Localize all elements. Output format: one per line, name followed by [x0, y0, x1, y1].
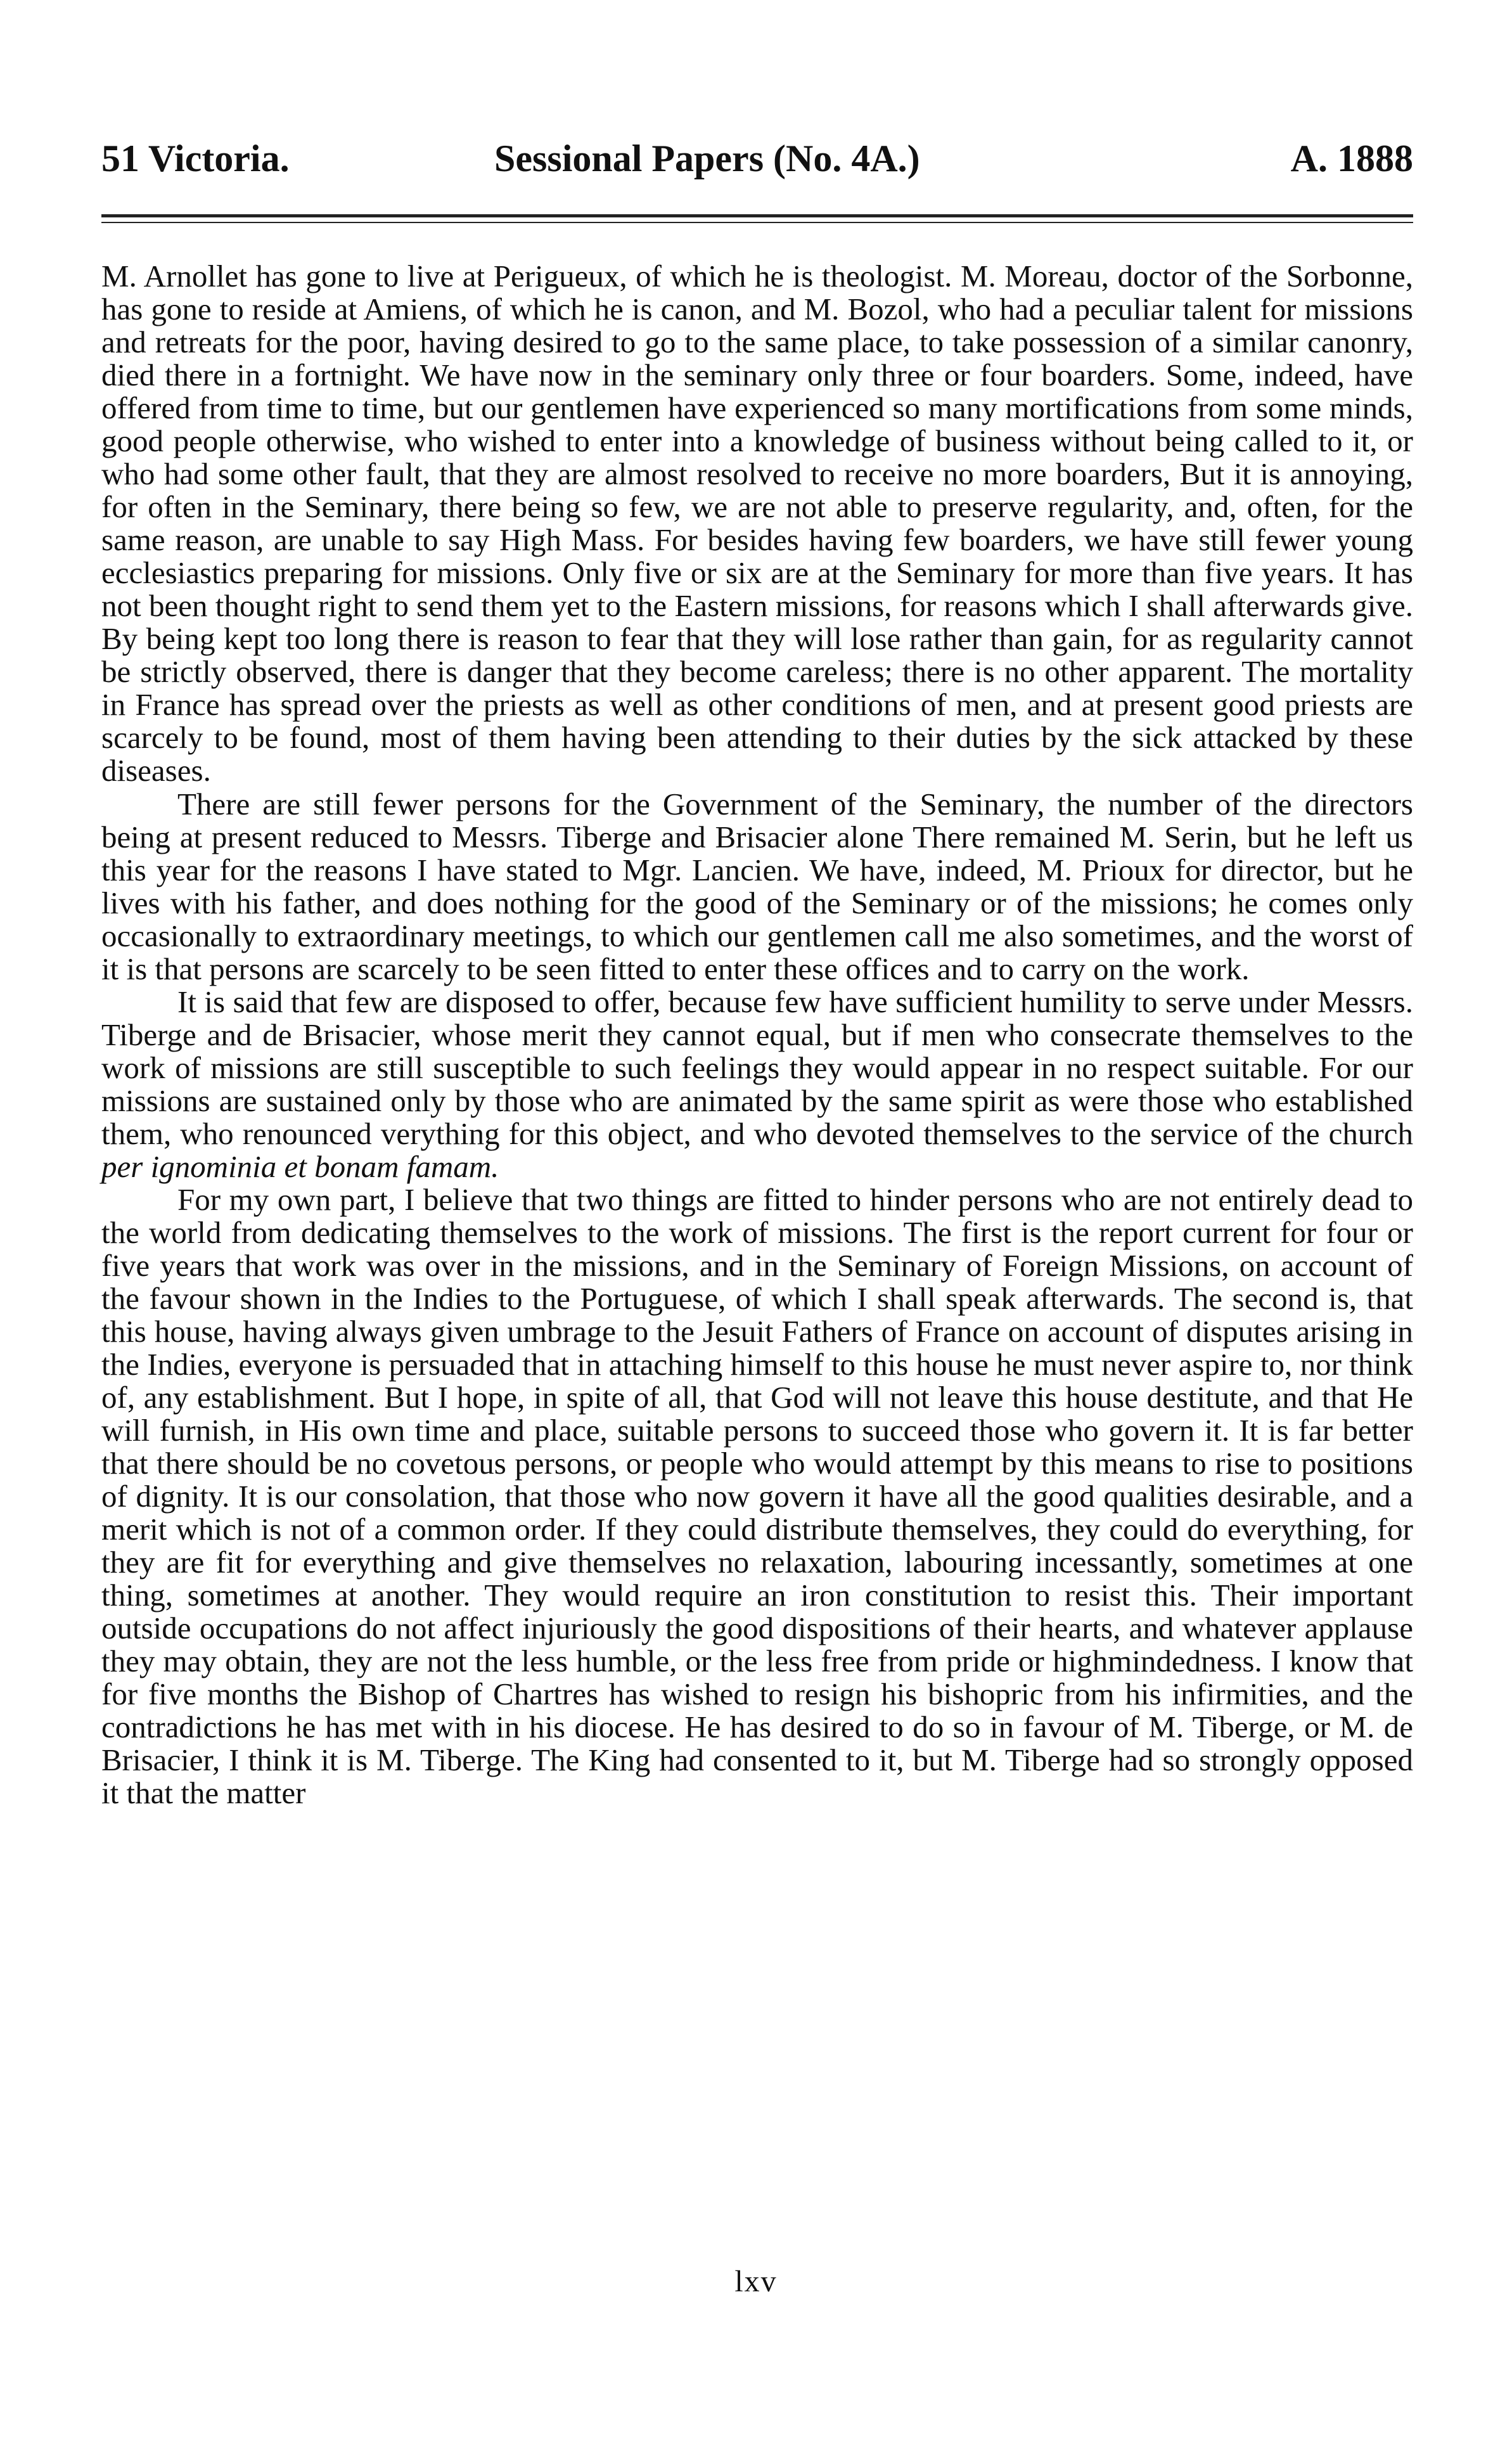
- header-rule-thick: [101, 214, 1413, 217]
- paragraph-4: For my own part, I believe that two things are fitted to hinder persons who are not entirely dead to the world from dedicating themselves to the work of missions. The first is the report current for four or five years that work was over in the missions, and in the Seminary of Foreign Missions, on account of the favour shown in the Indies to the Portuguese, of which I shall speak afterwards. The second is, that this house, having always given umbrage to the Jesuit Fathers of France on account of disputes arising in the Indies, everyone is persuaded that in attaching himself to this house he must never aspire to, nor think of, any establishment. But I hope, in spite of all, that God will not leave this house destitute, and that He will furnish, in His own time and place, suitable persons to succeed those who govern it. It is far better that there should be no covetous persons, or people who would attempt by this means to rise to positions of dignity. It is our consolation, that those who now govern it have all the good qualities desirable, and a merit which is not of a common order. If they could distribute themselves, they could do everything, for they are fit for everything and give themselves no relaxation, labouring incessantly, sometimes at one thing, sometimes at another. They would require an iron constitution to resist this. Their important outside occupations do not affect injuriously the good dispositions of their hearts, and whatever applause they may obtain, they are not the less humble, or the less free from pride or highmindedness. I know that for five months the Bishop of Chartres has wished to resign his bishopric from his infirmities, and the contradictions he has met with in his diocese. He has desired to do so in favour of M. Tiberge, or M. de Brisacier, I think it is M. Tiberge. The King had consented to it, but M. Tiberge had so strongly opposed it that the matter: [101, 1181, 1413, 1811]
- header-regnal-year: 51 Victoria.: [101, 138, 290, 179]
- paragraph-3: [101, 986, 1413, 1183]
- paragraph-2: There are still fewer persons for the Government of the Seminary, the number of the directors being at present reduced to Messrs. Tiberge and Brisacier alone There remained M. Serin, but he left us this year for the reasons I have stated to Mgr. Lancien. We have, indeed, M. Prioux for director, but he lives with his father, and does nothing for the good of the Seminary or of the missions; he comes only occasionally to extraordinary meetings, to which our gentlemen call me also sometimes, and the worst of it is that persons are scarcely to be seen fitted to enter these offices and to carry on the work.: [101, 786, 1413, 986]
- body-text: [101, 260, 1413, 1810]
- paragraph-1: M. Arnollet has gone to live at Perigueux, of which he is theologist. M. Moreau, doctor of the Sorbonne, has gone to reside at Amiens, of which he is canon, and M. Bozol, who had a peculiar talent for missions and retreats for the poor, having desired to go to the same place, to take possession of a similar canonry, died there in a fortnight. We have now in the seminary only three or four boarders. Some, indeed, have offered from time to time, but our gentlemen have experienced so many mortifications from some minds, good people otherwise, who wished to enter into a knowledge of business without being called to it, or who had some other fault, that they are almost resolved to receive no more boarders, But it is annoying, for often in the Seminary, there being so few, we are not able to preserve regularity, and, often, for the same reason, are unable to say High Mass. For besides having few boarders, we have still fewer young ecclesiastics preparing for missions. Only five or six are at the Seminary for more than five years. It has not been thought right to send them yet to the Eastern missions, for reasons which I shall afterwards give. By being kept too long there is reason to fear that they will lose rather than gain, for as regularity cannot be strictly observed, there is danger that they become careless; there is no other apparent. The mortality in France has spread over the priests as well as other conditions of men, and at present good priests are scarcely to be found, most of them having been attending to their duties by the sick attacked by these diseases.: [101, 259, 1413, 788]
- running-header: [101, 133, 1413, 184]
- header-year: A. 1888: [1290, 138, 1413, 179]
- header-publication-title: Sessional Papers (No. 4A.): [494, 138, 920, 179]
- header-rule-thin: [101, 222, 1413, 223]
- paragraph-3-latin-phrase: per ignominia et bonam famam.: [101, 1149, 499, 1184]
- paragraph-3-text: It is said that few are disposed to offer, because few have sufficient humility to serve under Messrs. Tiberge and de Brisacier, whose merit they cannot equal, but if men who consecrate themselves to the work of missions are still susceptible to such feelings they would appear in no respect suitable. For our missions are sustained only by those who are animated by the same spirit as were those who established them, who renounced verything for this object, and who devoted themselves to the service of the church: [101, 984, 1413, 1151]
- page-number: lxv: [734, 2265, 778, 2298]
